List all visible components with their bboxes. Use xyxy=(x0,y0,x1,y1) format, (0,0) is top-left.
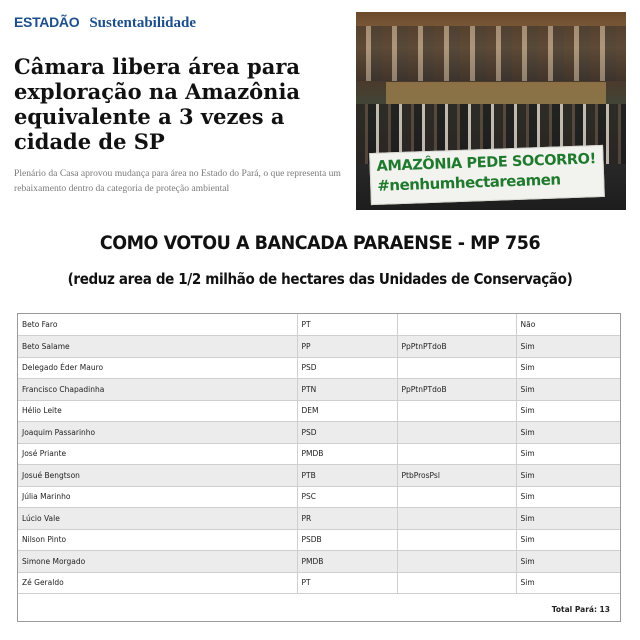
masthead xyxy=(14,14,352,40)
deputy-party: PT xyxy=(297,314,397,336)
table-row xyxy=(18,551,620,573)
deputy-name: Delegado Éder Mauro xyxy=(18,357,297,379)
deputy-vote: Sim xyxy=(516,379,620,401)
deputy-vote: Sim xyxy=(516,486,620,508)
deputy-bloc: PtbProsPsl xyxy=(397,465,516,487)
deputy-vote: Sim xyxy=(516,443,620,465)
deputy-party: PT xyxy=(297,572,397,594)
deputy-party: PTN xyxy=(297,379,397,401)
deputy-name: Hélio Leite xyxy=(18,400,297,422)
deputy-party: DEM xyxy=(297,400,397,422)
photo-bench xyxy=(386,82,606,104)
deputy-bloc: PpPtnPTdoB xyxy=(397,336,516,358)
deputy-vote: Sim xyxy=(516,508,620,530)
table-row xyxy=(18,400,620,422)
table-row xyxy=(18,379,620,401)
deputy-party: PSDB xyxy=(297,529,397,551)
deputy-bloc xyxy=(397,486,516,508)
deputy-vote: Sim xyxy=(516,551,620,573)
deputy-vote: Sim xyxy=(516,422,620,444)
deputy-vote: Sim xyxy=(516,465,620,487)
deputy-name: Josué Bengtson xyxy=(18,465,297,487)
article-subheadline: Plenário da Casa aprovou mudança para área no Estado do Pará, o que representa um rebaixamento dentro da categoria de proteção ambiental xyxy=(14,168,341,194)
deputy-name: Simone Morgado xyxy=(18,551,297,573)
deputy-party: PSC xyxy=(297,486,397,508)
deputy-name: Francisco Chapadinha xyxy=(18,379,297,401)
table-row xyxy=(18,422,620,444)
page-title: COMO VOTOU A BANCADA PARAENSE - MP 756 xyxy=(99,232,541,254)
deputy-name: Nilson Pinto xyxy=(18,529,297,551)
protest-banner xyxy=(369,145,605,205)
deputy-party: PR xyxy=(297,508,397,530)
deputy-bloc xyxy=(397,443,516,465)
deputy-name: Zé Geraldo xyxy=(18,572,297,594)
table-row xyxy=(18,357,620,379)
deputy-bloc xyxy=(397,508,516,530)
table-row xyxy=(18,508,620,530)
table-row xyxy=(18,314,620,336)
article-header xyxy=(14,14,352,196)
table-total: Total Pará: 13 xyxy=(551,605,610,614)
deputy-vote: Sim xyxy=(516,572,620,594)
deputy-vote: Sim xyxy=(516,336,620,358)
photo-background-crowd xyxy=(356,26,626,81)
deputy-vote: Sim xyxy=(516,400,620,422)
deputy-vote: Sim xyxy=(516,529,620,551)
banner-line-2: #nenhumhectareamen xyxy=(376,170,561,195)
deputy-name: Júlia Marinho xyxy=(18,486,297,508)
article-headline: Câmara libera área para exploração na Amazônia equivalente a 3 vezes a cidade de SP xyxy=(14,54,301,154)
banner-line-1: AMAZÔNIA PEDE SOCORRO! xyxy=(376,151,597,175)
table-row xyxy=(18,486,620,508)
protest-photo xyxy=(356,12,626,210)
table-row xyxy=(18,336,620,358)
deputy-party: PTB xyxy=(297,465,397,487)
deputy-name: José Priante xyxy=(18,443,297,465)
deputy-bloc xyxy=(397,314,516,336)
votes-table xyxy=(17,313,621,622)
deputy-bloc xyxy=(397,422,516,444)
brand-logo[interactable]: ESTADÃO xyxy=(14,14,80,30)
deputy-party: PSD xyxy=(297,422,397,444)
deputy-party: PMDB xyxy=(297,443,397,465)
deputy-name: Beto Faro xyxy=(18,314,297,336)
table-row xyxy=(18,572,620,594)
deputy-name: Joaquim Passarinho xyxy=(18,422,297,444)
deputy-bloc xyxy=(397,529,516,551)
deputy-bloc xyxy=(397,572,516,594)
deputy-party: PP xyxy=(297,336,397,358)
deputy-party: PMDB xyxy=(297,551,397,573)
table-row xyxy=(18,443,620,465)
deputy-name: Beto Salame xyxy=(18,336,297,358)
deputy-bloc xyxy=(397,551,516,573)
deputy-bloc xyxy=(397,357,516,379)
page-subtitle: (reduz area de 1/2 milhão de hectares das Unidades de Conservação) xyxy=(67,270,573,288)
deputy-vote: Não xyxy=(516,314,620,336)
section-link[interactable]: Sustentabilidade xyxy=(89,15,197,31)
table-row xyxy=(18,465,620,487)
deputy-party: PSD xyxy=(297,357,397,379)
table-row xyxy=(18,529,620,551)
deputy-bloc: PpPtnPTdoB xyxy=(397,379,516,401)
deputy-name: Lúcio Vale xyxy=(18,508,297,530)
deputy-bloc xyxy=(397,400,516,422)
deputy-vote: Sim xyxy=(516,357,620,379)
